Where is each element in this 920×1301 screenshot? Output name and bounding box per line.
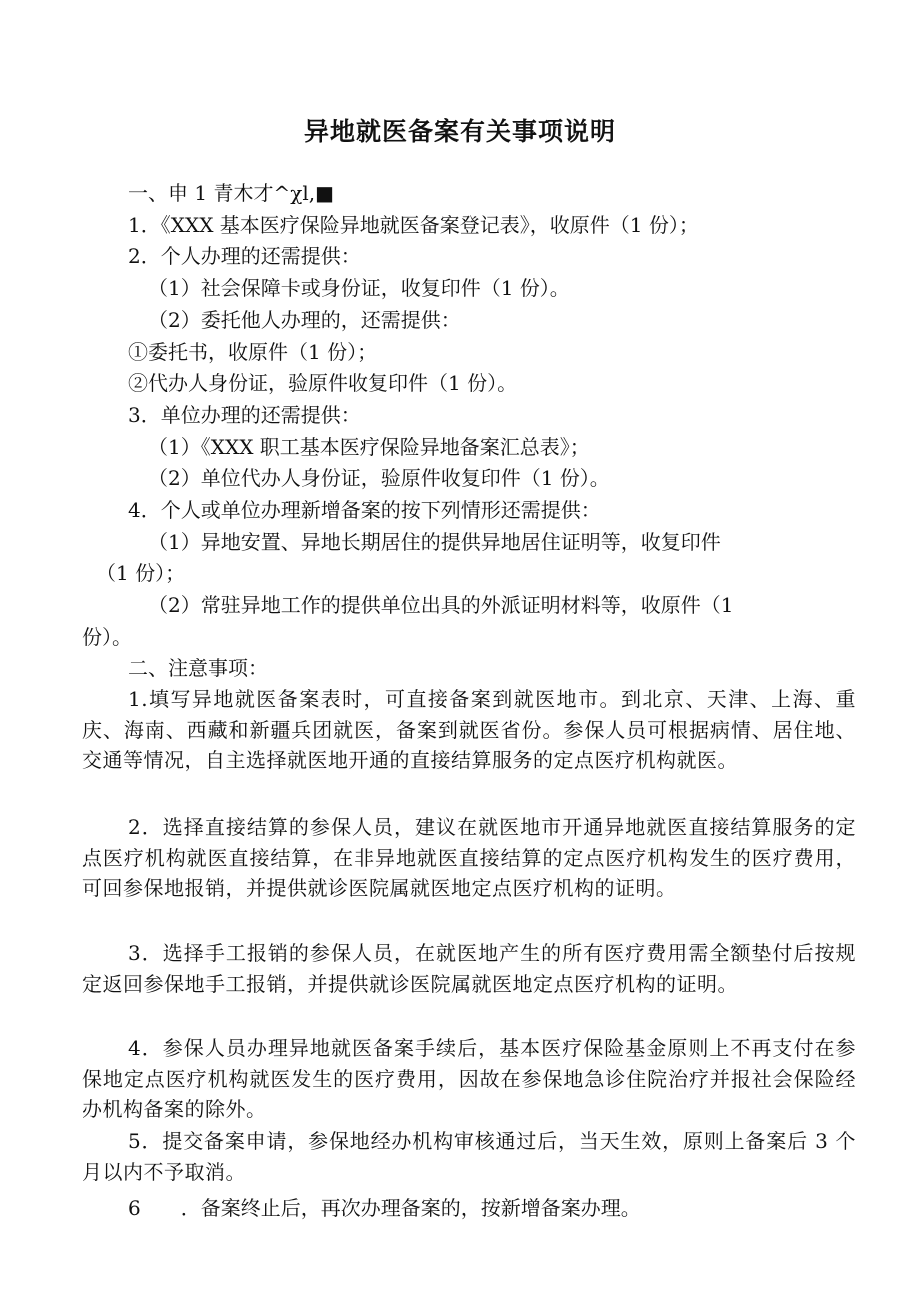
section1-item2-sub1: （1）社会保障卡或身份证，收复印件（1 份）。 (148, 276, 570, 300)
section2-paragraph-4: 4．参保人员办理异地就医备案手续后，基本医疗保险基金原则上不再支付在参保地定点医疗机构就医发生的医疗费用，因故在参保地急诊住院治疗并报社会保险经办机构备案的除外。 (82, 1036, 856, 1121)
section1-item3-sub1: （1）《XXX 职工基本医疗保险异地备案汇总表》； (148, 435, 590, 459)
section1-item4: 4．个人或单位办理新增备案的按下列情形还需提供： (128, 498, 601, 522)
section2-paragraph-1: 1.填写异地就医备案表时，可直接备案到就医地市。到北京、天津、上海、重庆、海南、西藏和新疆兵团就医，备案到就医省份。参保人员可根据病情、居住地、交通等情况，自主选择就医地开通的直接结算服务的定点医疗机构就医。 (82, 687, 856, 772)
section1-heading: 一、申 1 青木才^χl,■ (128, 181, 334, 205)
section2-paragraph-2: 2．选择直接结算的参保人员，建议在就医地市开通异地就医直接结算服务的定点医疗机构就医直接结算，在非异地就医直接结算的定点医疗机构发生的医疗费用，可回参保地报销，并提供就诊医院属就医地定点医疗机构的证明。 (82, 815, 856, 900)
section1-item1: 1．《XXX 基本医疗保险异地就医备案登记表》，收原件（1 份）； (128, 213, 699, 237)
document-title: 异地就医备案有关事项说明 (303, 117, 616, 146)
section2-paragraph-3: 3．选择手工报销的参保人员，在就医地产生的所有医疗费用需全额垫付后按规定返回参保地手工报销，并提供就诊医院属就医地定点医疗机构的证明。 (82, 941, 856, 996)
section2-paragraph-6: 6 ．备案终止后，再次办理备案的，按新增备案办理。 (128, 1196, 641, 1220)
section1-item4-sub2-line1: （2）常驻异地工作的提供单位出具的外派证明材料等，收原件（1 (148, 593, 734, 617)
section2-paragraph-5: 5．提交备案申请，参保地经办机构审核通过后，当天生效，原则上备案后 3 个月以内不予取消。 (82, 1129, 856, 1184)
section1-item2-sub2: （2）委托他人办理的，还需提供： (148, 308, 461, 332)
section1-item3: 3．单位办理的还需提供： (128, 403, 361, 427)
section1-item2-sub2-a: ①委托书，收原件（1 份）； (128, 340, 378, 364)
section2-heading: 二、注意事项： (128, 656, 268, 680)
section1-item4-sub1-line1: （1）异地安置、异地长期居住的提供异地居住证明等，收复印件 (148, 530, 721, 554)
section1-item2: 2．个人办理的还需提供： (128, 244, 361, 268)
section1-item4-sub2-line2: 份）。 (82, 625, 132, 649)
section1-item2-sub2-b: ②代办人身份证，验原件收复印件（1 份）。 (128, 371, 518, 395)
section1-item3-sub2: （2）单位代办人身份证，验原件收复印件（1 份）。 (148, 466, 610, 490)
section1-item4-sub1-line2: （1 份）； (96, 561, 186, 585)
